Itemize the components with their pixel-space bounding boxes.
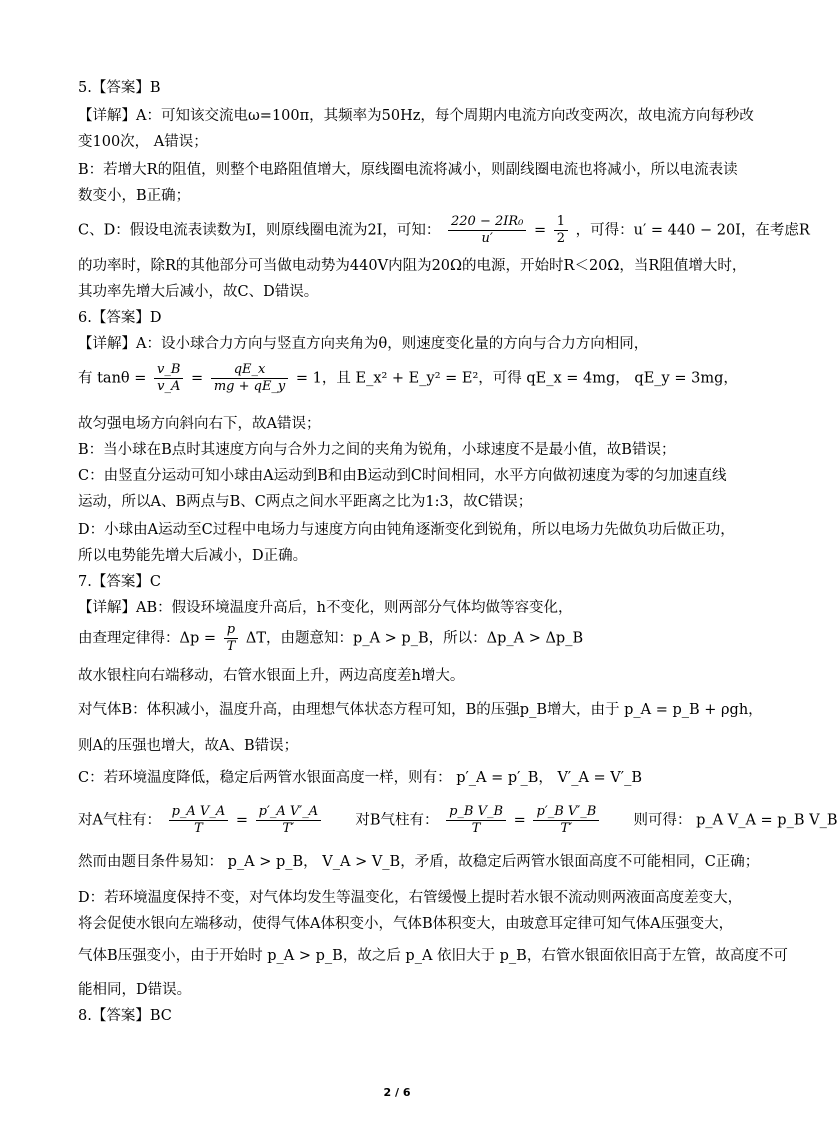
q7-line-7-text-c: 则可得： p_A V_A = p_B V_B <box>633 812 837 829</box>
q7-fraction-1 <box>169 804 229 837</box>
q6-line-4: B：当小球在B点时其速度方向与合外力之间的夹角为锐角，小球速度不是最小值，故B错误； <box>78 442 676 458</box>
q5-line-4: 数变小，B正确； <box>78 188 191 204</box>
q7-equals-2: = <box>513 812 526 829</box>
q7-line-12: 能相同，D错误。 <box>78 982 192 998</box>
q6-line-3: 故匀强电场方向斜向右下，故A错误； <box>78 416 321 432</box>
q7-line-7-text-b: 对B气柱有： <box>355 812 439 829</box>
q7-line-7 <box>78 804 837 837</box>
q6-fraction-1 <box>154 362 183 395</box>
q5-line-5 <box>78 214 810 247</box>
q5-equals: = <box>534 222 547 239</box>
q7-line-9: D：若环境温度保持不变，对气体均发生等温变化，右管缓慢上提时若水银不流动则两液面高度差变大， <box>78 890 743 906</box>
q7-line-1: 【详解】AB：假设环境温度升高后，h不变化，则两部分气体均做等容变化， <box>78 600 573 616</box>
q5-line-1: 【详解】A：可知该交流电ω=100π，其频率为50Hz，每个周期内电流方向改变两次，故电流方向每秒改 <box>78 108 754 124</box>
q6-line-2-text-b: = 1，且 E_x² + E_y² = E²，可得 qE_x = 4mg， qE_y = 3mg， <box>295 370 738 387</box>
q7-line-7-text-a: 对A气柱有： <box>78 812 161 829</box>
q6-line-2 <box>78 362 738 395</box>
q7-line-10: 将会促使水银向左端移动，使得气体A体积变小，气体B体积变大，由玻意耳定律可知气体A压强变大， <box>78 916 734 932</box>
q7-line-2-text-a: 由查理定律得：Δp = <box>78 630 217 647</box>
q7-equals-1: = <box>235 812 248 829</box>
q7-fraction-2 <box>256 804 322 837</box>
q5-line-5-text-b: ，可得：u′ = 440 − 20I，在考虑R <box>575 222 810 239</box>
q7-line-2 <box>78 622 728 655</box>
q5-line-5-text-a: C、D：假设电流表读数为I，则原线圈电流为2I，可知： <box>78 222 441 239</box>
q6-line-1: 【详解】A：设小球合力方向与竖直方向夹角为θ，则速度变化量的方向与合力方向相同， <box>78 336 649 352</box>
q7-fraction-3 <box>446 804 506 837</box>
q5-half-numerator: 1 <box>554 214 568 231</box>
q7-line-2-text-b: ΔT，由题意知：p_A > p_B，所以：Δp_A > Δp_B <box>245 630 584 647</box>
q5-line-7: 其功率先增大后减小，故C、D错误。 <box>78 284 319 300</box>
q7-line-3: 故水银柱向右端移动，右管水银面上升，两边高度差h增大。 <box>78 668 465 684</box>
q7-line-8: 然而由题目条件易知： p_A > p_B， V_A > V_B，矛盾，故稳定后两管水银面高度不可能相同，C正确； <box>78 854 760 870</box>
q6-fraction-2-denominator: mg + qE_y <box>213 379 286 394</box>
q5-line-3: B：若增大R的阻值，则整个电路阻值增大，原线圈电流将减小，则副线圈电流也将减小，所以电流表读 <box>78 162 738 178</box>
q6-fraction-1-denominator: v_A <box>157 379 181 394</box>
q7-charles-numerator: p <box>224 622 239 639</box>
q7-answer: 7.【答案】C <box>78 574 161 590</box>
q5-line-6: 的功率时，除R的其他部分可当做电动势为440V内阻为20Ω的电源，开始时R＜20Ω，当R阻值增大时， <box>78 258 747 274</box>
q6-line-8: 所以电势能先增大后减小，D正确。 <box>78 548 308 564</box>
q7-fraction-4-denominator: T′ <box>560 821 573 836</box>
q7-line-5: 则A的压强也增大，故A、B错误； <box>78 738 299 754</box>
q6-fraction-1-numerator: v_B <box>154 362 183 379</box>
q7-charles-denominator: T <box>226 639 236 654</box>
q6-fraction-2 <box>211 362 288 395</box>
q7-fraction-4-numerator: p′_B V′_B <box>533 804 599 821</box>
q7-fraction-4 <box>533 804 599 837</box>
q5-line-2: 变100次， A错误； <box>78 134 208 150</box>
q7-fraction-3-numerator: p_B V_B <box>446 804 506 821</box>
q6-line-7: D：小球由A运动至C过程中电场力与速度方向由钝角逐渐变化到锐角，所以电场力先做负功后做正功， <box>78 522 735 538</box>
q6-answer: 6.【答案】D <box>78 310 162 326</box>
q7-line-6: C：若环境温度降低，稳定后两管水银面高度一样，则有： p′_A = p′_B， V′_A = V′_B <box>78 770 642 786</box>
q7-line-11: 气体B压强变小，由于开始时 p_A > p_B，故之后 p_A 依旧大于 p_B，右管水银面依旧高于左管，故高度不可 <box>78 948 788 964</box>
q5-fraction-half <box>554 214 568 247</box>
q5-fraction <box>448 214 526 247</box>
q7-line-4: 对气体B：体积减小，温度升高，由理想气体状态方程可知，B的压强p_B增大，由于 p_A = p_B + ρgh， <box>78 702 763 718</box>
q7-fraction-1-numerator: p_A V_A <box>169 804 229 821</box>
q6-equals: = <box>191 370 204 387</box>
q7-fraction-3-denominator: T <box>471 821 481 836</box>
q6-fraction-2-numerator: qE_x <box>211 362 288 379</box>
q7-fraction-2-denominator: T′ <box>282 821 295 836</box>
page-number: 2 / 6 <box>383 1086 411 1099</box>
q7-fraction-1-denominator: T <box>194 821 203 836</box>
q7-fraction-charles <box>224 622 239 655</box>
q5-answer: 5.【答案】B <box>78 80 161 96</box>
q8-answer: 8.【答案】BC <box>78 1008 172 1024</box>
q6-line-2-text-a: 有 tanθ = <box>78 370 147 387</box>
q6-line-6: 运动，所以A、B两点与B、C两点之间水平距离之比为1:3，故C错误； <box>78 494 533 510</box>
q5-fraction-denominator: u′ <box>481 231 493 246</box>
q5-fraction-numerator: 220 − 2IR₀ <box>448 214 526 231</box>
q7-fraction-2-numerator: p′_A V′_A <box>256 804 322 821</box>
q6-line-5: C：由竖直分运动可知小球由A运动到B和由B运动到C时间相同，水平方向做初速度为零的匀加速直线 <box>78 468 727 484</box>
q5-half-denominator: 2 <box>556 231 566 246</box>
